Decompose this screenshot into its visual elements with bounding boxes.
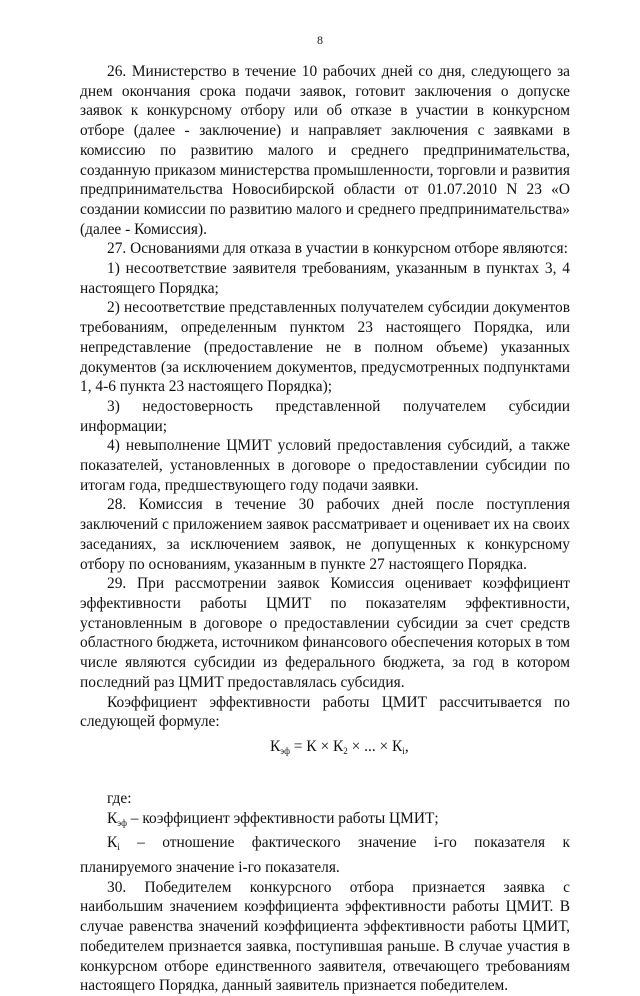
paragraph-29: 29. При рассмотрении заявок Комиссия оценивает коэффициент эффективности работы ЦМИТ по показателям эффективности, установленным в договоре о предоставлении субсидии за счет средств областного бюджета, источником финансового обеспечения которых в том числе являются субсидии из федерального бюджета, за год в котором последний раз ЦМИТ предоставлялась субсидия. [80, 575, 570, 691]
formula-intro: Коэффициент эффективности работы ЦМИТ рассчитывается по следующей формуле: [80, 693, 570, 731]
definition-symbol: К [107, 809, 118, 827]
definition-k-i [80, 833, 570, 877]
formula-term-1: = К [293, 737, 317, 755]
paragraph-28: 28. Комиссия в течение 30 рабочих дней после поступления заключений с приложением заявок рассматривает и оценивает их на своих заседаниях, за исключением заявок, не допущенных к конкурсному отбору по основаниям, указанным в пункте 27 настоящего Порядка. [80, 496, 570, 573]
definition-text: – отношение фактического значение i-го показателя к планируемого значение i-го показателя. [80, 834, 570, 877]
document-body [80, 62, 570, 996]
paragraph-27: 27. Основаниями для отказа в участии в конкурсном отборе являются: [107, 240, 568, 258]
list-item-27-3: 3) недостоверность представленной получателем субсидии информации; [80, 397, 570, 435]
definition-symbol: К [107, 834, 118, 852]
list-item-27-2: 2) несоответствие представленных получателем субсидии документов требованиям, определенным пунктом 23 настоящего Порядка, или непредставление (предоставление не в полном объеме) указанных документов (за исключением документов, предусмотренных подпунктами 1, 4-6 пункта 23 настоящего Порядка); [80, 299, 570, 396]
formula-term-2-subscript: 2 [343, 745, 348, 756]
definition-k-ef [80, 809, 570, 834]
paragraph-26: 26. Министерство в течение 10 рабочих дней со дня, следующего за днем окончания срока подачи заявок, готовит заключения о допуске заявок к конкурсному отбору или об отказе в участии в конкурсном отборе (далее - заключение) и направляет заключения с заявками в комиссию по развитию малого и среднего предпринимательства, созданную приказом министерства промышленности, торговли и развития предпринимательства Новосибирской области от 01.07.2010 N 23 «О создании комиссии по развитию малого и среднего предпринимательства» (далее - Комиссия). [80, 63, 570, 238]
formula-end: , [404, 737, 409, 755]
definition-symbol-subscript: i [117, 842, 120, 853]
formula-term-3-subscript: i [402, 745, 405, 756]
formula-term-2: × К [320, 737, 344, 755]
list-item-27-1: 1) несоответствие заявителя требованиям, указанным в пунктах 3, 4 настоящего Порядка; [80, 260, 570, 297]
efficiency-formula [80, 737, 570, 789]
definition-symbol-subscript: эф [117, 817, 127, 828]
formula-lhs-subscript: эф [280, 745, 290, 756]
formula-lhs: К [270, 737, 281, 755]
formula-term-3: × ... × К [351, 737, 403, 755]
where-label: где: [107, 789, 132, 807]
formula-expression [270, 737, 409, 762]
list-item-27-4: 4) невыполнение ЦМИТ условий предоставления субсидий, а также показателей, установленных в договоре о предоставлении субсидии по итогам года, предшествующего году подачи заявки. [80, 437, 570, 494]
page-number: 8 [317, 33, 323, 47]
definition-text: – коэффициент эффективности работы ЦМИТ; [126, 809, 439, 827]
paragraph-30: 30. Победителем конкурсного отбора признается заявка с наибольшим значением коэффициента эффективности работы ЦМИТ. В случае равенства значений коэффициента эффективности работы ЦМИТ, победителем признается заявка, поступившая раньше. В случае участия в конкурсном отборе единственного заявителя, отвечающего требованиям настоящего Порядка, данный заявитель признается победителем. [80, 878, 570, 995]
